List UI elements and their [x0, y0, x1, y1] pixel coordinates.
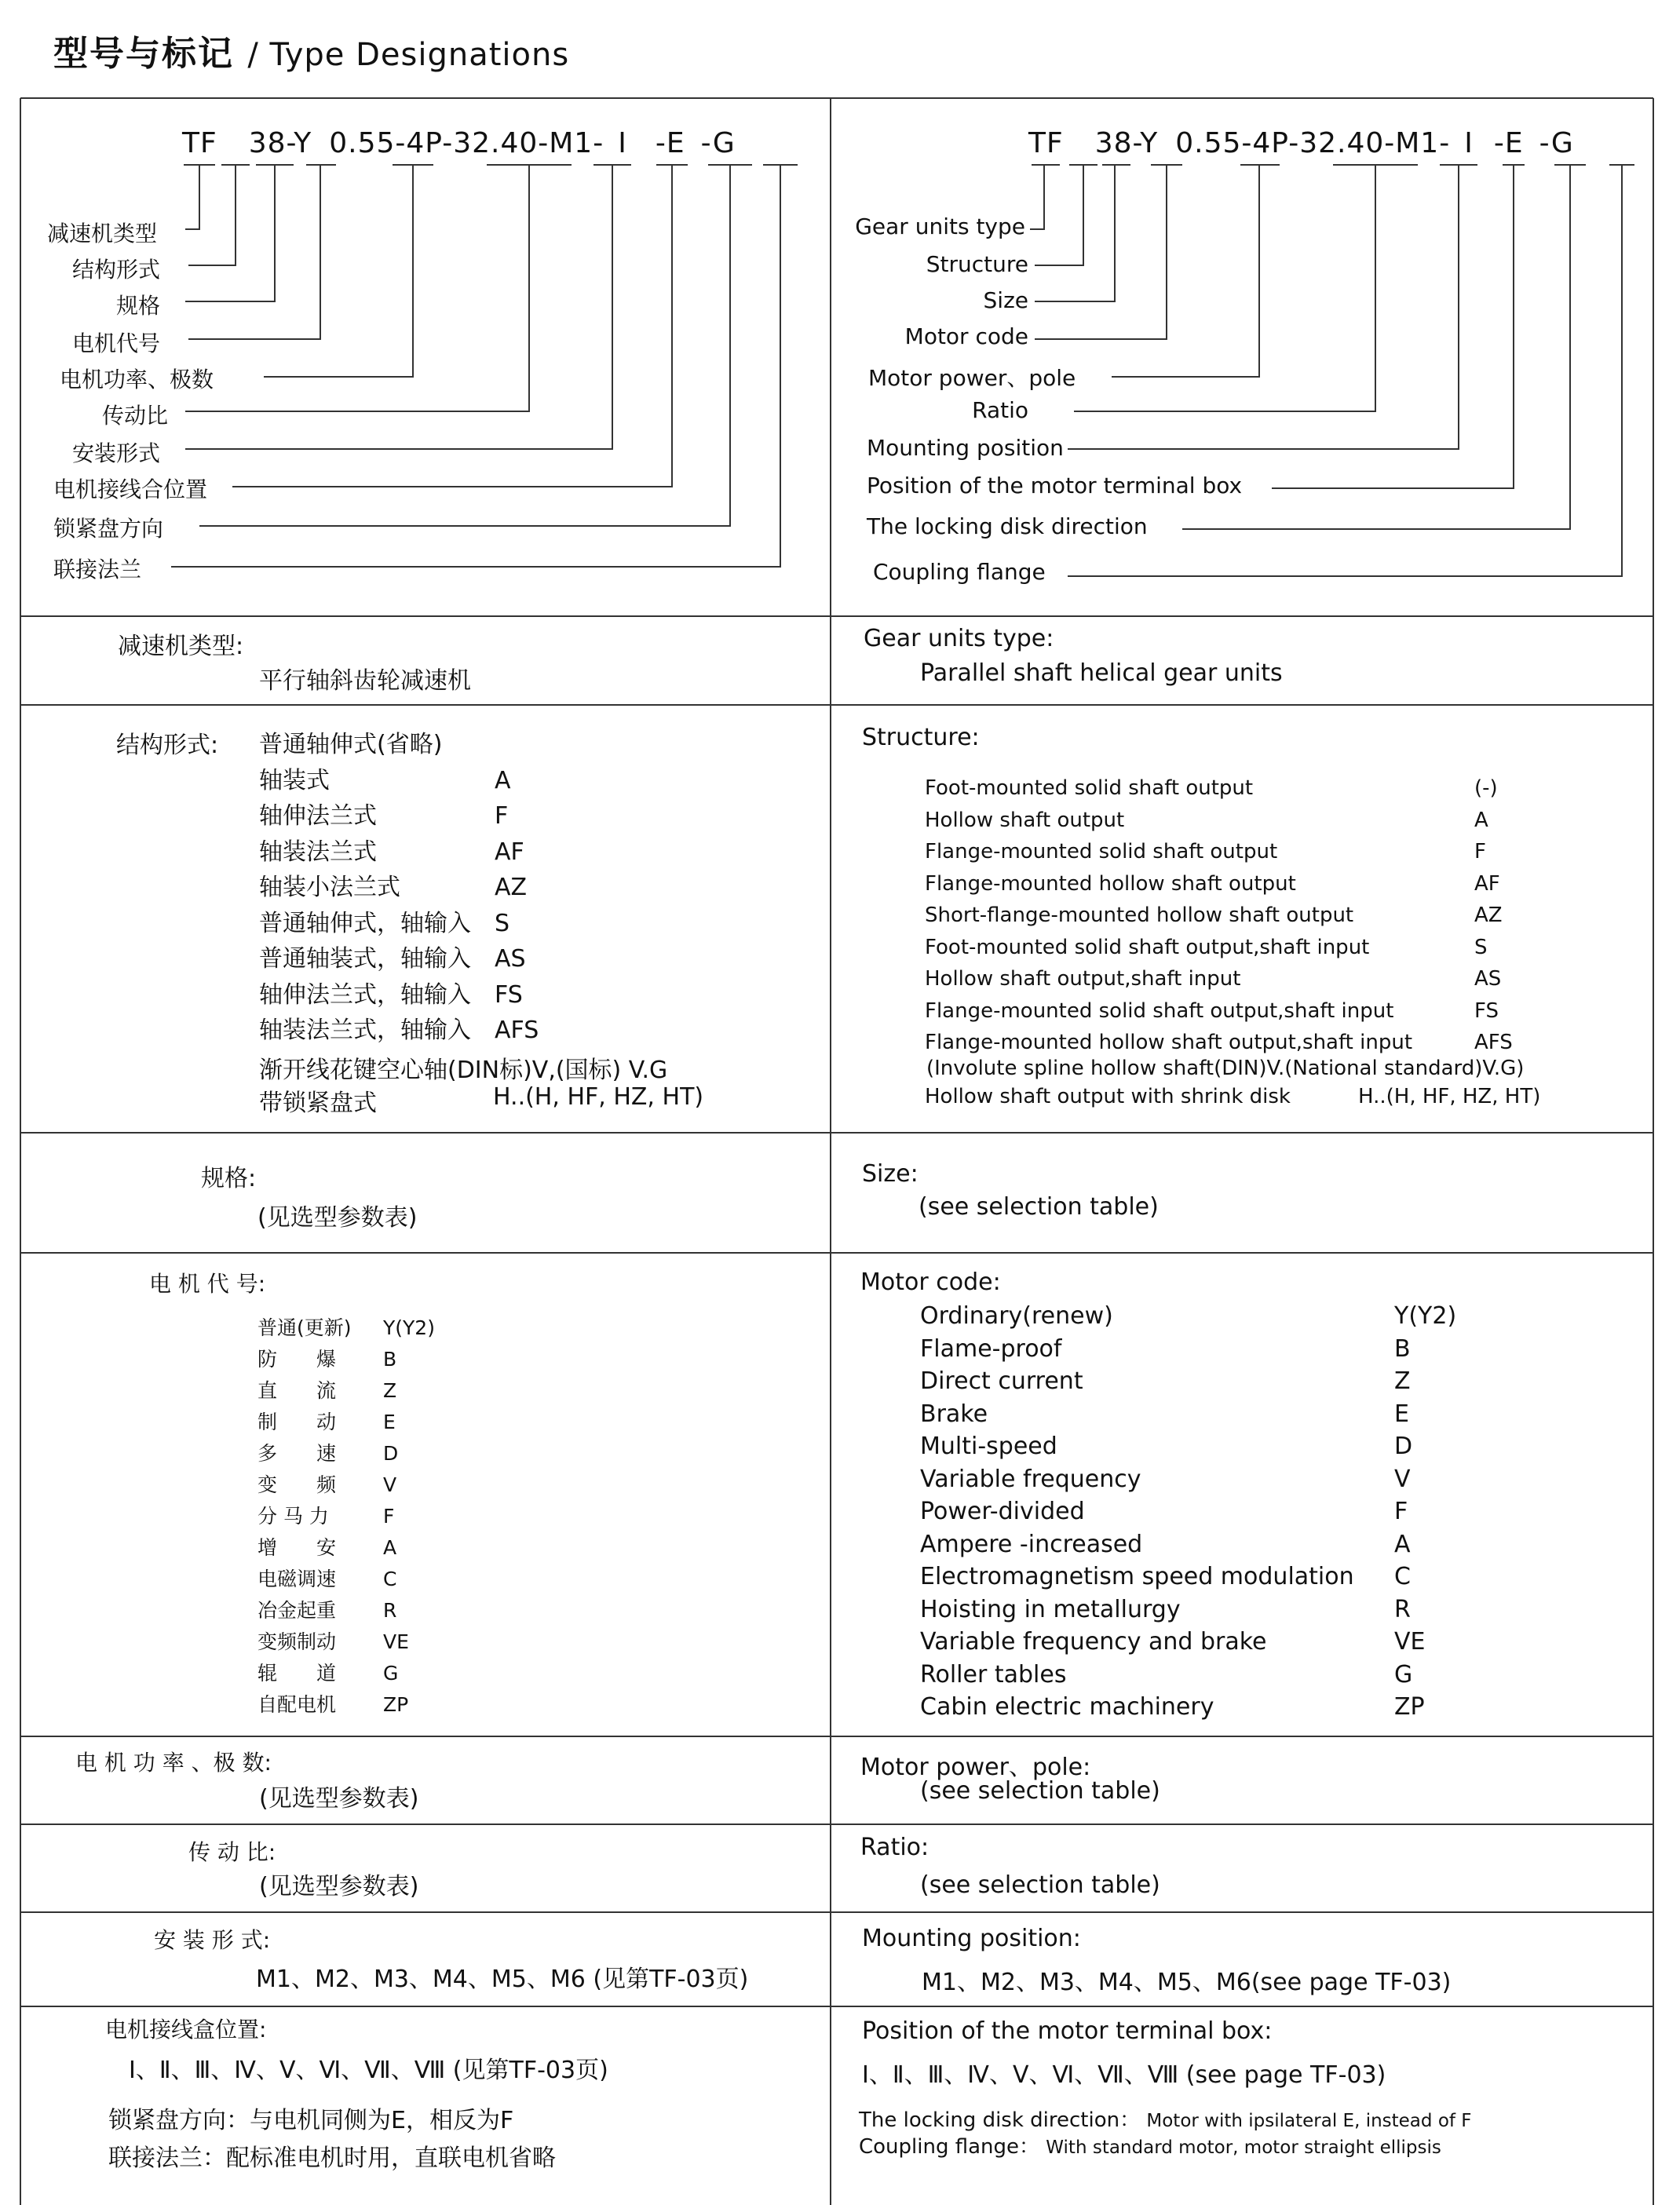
terminal-cn-value: Ⅰ、Ⅱ、Ⅲ、Ⅳ、Ⅴ、Ⅵ、Ⅶ、Ⅷ (见第TF-03页) [129, 2057, 608, 2084]
size-cn-heading: 规格: [201, 1165, 257, 1192]
structure-en-item-code: FS [1474, 998, 1499, 1023]
mounting-cn-value: M1、M2、M3、M4、M5、M6 (见第TF-03页) [256, 1966, 749, 1993]
structure-cn-heading: 结构形式: [116, 732, 219, 759]
structure-en-item [925, 932, 1513, 964]
code-part-tf: TF [1028, 127, 1064, 159]
code-part-flange: -G [700, 127, 736, 159]
gear-type-cn-heading: 减速机类型: [118, 633, 244, 660]
size-cn-value: (见选型参数表) [257, 1204, 418, 1232]
structure-cn-item [259, 870, 539, 906]
designation-code-cn [182, 127, 736, 159]
structure-en-list [925, 772, 1513, 1059]
motor-code-cn-item-code: E [383, 1411, 396, 1433]
leader-line [1112, 165, 1259, 377]
motor-code-cn-item [257, 1564, 435, 1595]
terminal-en-value: Ⅰ、Ⅱ、Ⅲ、Ⅳ、Ⅴ、Ⅵ、Ⅶ、Ⅷ (see page TF-03) [862, 2061, 1386, 2089]
structure-cn-item [259, 763, 539, 799]
structure-en-item-code: AF [1474, 871, 1500, 896]
motor-code-en-item-code: R [1394, 1595, 1411, 1623]
structure-cn-item [259, 977, 539, 1013]
motor-code-en-item [920, 1398, 1456, 1431]
motor-code-cn-item [257, 1312, 435, 1344]
size-en-heading: Size: [862, 1160, 919, 1188]
motor-code-en-item-label: Flame-proof [920, 1334, 1062, 1363]
motor-code-en-item-label: Brake [920, 1400, 988, 1428]
leader-line [171, 165, 780, 567]
motor-code-en-item [920, 1463, 1456, 1496]
structure-en-item [925, 772, 1513, 805]
structure-en-item-label: Flange-mounted solid shaft output [925, 840, 1278, 863]
leader-line [232, 165, 672, 487]
code-part-locking: -E [655, 127, 685, 159]
ratio-en-value: (see selection table) [920, 1871, 1160, 1899]
motor-code-en-item-code: C [1394, 1563, 1411, 1590]
structure-en-item [925, 836, 1513, 868]
ratio-cn-value: (见选型参数表) [259, 1873, 419, 1900]
structure-cn-item-label: 轴装小法兰式 [259, 874, 400, 901]
leader-line [188, 165, 236, 265]
motor-code-cn-item-code: D [383, 1442, 399, 1465]
label-cn-coupling: 联接法兰 [53, 557, 142, 582]
motor-code-cn-item-code: F [383, 1505, 395, 1528]
motor-code-cn-item-label: 多 速 [257, 1442, 337, 1465]
motor-code-cn-item-code: Y(Y2) [383, 1316, 435, 1339]
structure-en-item-label: Flange-mounted solid shaft output,shaft input [925, 998, 1394, 1023]
code-part-flange: -G [1539, 127, 1574, 159]
structure-cn-item-code: AF [495, 838, 524, 866]
structure-en-item-label: Foot-mounted solid shaft output [925, 776, 1254, 800]
motor-code-cn-item [257, 1407, 435, 1438]
label-cn-motor-power: 电机功率、极数 [60, 367, 214, 392]
motor-code-cn-item-label: 辊 道 [257, 1662, 337, 1685]
structure-cn-item-label: 轴伸法兰式，轴输入 [259, 980, 471, 1009]
motor-code-en-item [920, 1333, 1456, 1366]
label-cn-terminal-box: 电机接线合位置 [53, 476, 208, 502]
structure-cn-item-code: AZ [495, 874, 528, 901]
label-en-ratio: Ratio [972, 397, 1028, 423]
motor-code-en-item-code: F [1394, 1498, 1408, 1525]
motor-code-cn-item-code: A [383, 1536, 397, 1559]
code-part-tf: TF [182, 127, 217, 159]
coupling-en-label: Coupling flange： [859, 2135, 1040, 2159]
structure-en-item [925, 900, 1513, 932]
motor-code-en-item-code: ZP [1394, 1693, 1425, 1721]
gear-type-en-heading: Gear units type: [864, 625, 1054, 652]
locking-en-value: Motor with ipsilateral E, instead of F [1146, 2111, 1472, 2131]
label-en-motor-power: Motor power、pole [868, 365, 1076, 391]
structure-cn-spline: 渐开线花键空心轴(DIN标)V,(国标) V.G [259, 1057, 668, 1084]
motor-code-en-item-label: Power-divided [920, 1498, 1085, 1525]
terminal-cn-heading: 电机接线盒位置: [105, 2017, 267, 2043]
structure-en-item [925, 805, 1513, 837]
structure-cn-item-label: 普通轴伸式，轴输入 [259, 909, 471, 937]
ratio-cn-heading: 传 动 比: [188, 1839, 276, 1865]
structure-en-item [925, 868, 1513, 900]
locking-en [859, 2104, 1472, 2133]
motor-code-en-list [920, 1300, 1456, 1724]
label-cn-structure: 结构形式 [72, 257, 161, 283]
leader-line [188, 165, 320, 339]
motor-code-en-item [920, 1430, 1456, 1463]
structure-cn-item [259, 1013, 539, 1049]
ratio-en-heading: Ratio: [860, 1834, 929, 1861]
motor-code-en-item-code: Y(Y2) [1394, 1302, 1457, 1330]
motor-code-cn-item [257, 1501, 435, 1532]
structure-en-item-label: Flange-mounted hollow shaft output [925, 871, 1296, 896]
motor-power-en-value: (see selection table) [920, 1777, 1160, 1805]
structure-en-item-code: (-) [1474, 776, 1498, 800]
leader-line [264, 165, 413, 377]
motor-code-en-item-label: Electromagnetism speed modulation [920, 1563, 1354, 1590]
structure-cn-item [259, 798, 539, 834]
motor-code-en-item [920, 1691, 1456, 1724]
code-part-terminal: Ⅰ [1464, 127, 1474, 159]
motor-code-cn-item-code: B [383, 1348, 397, 1371]
motor-code-en-item-code: B [1394, 1334, 1411, 1363]
leader-line [1030, 165, 1044, 229]
motor-code-en-item-code: E [1394, 1400, 1409, 1428]
motor-code-cn-item-code: Z [383, 1379, 397, 1402]
structure-en-item [925, 995, 1513, 1028]
structure-en-item-code: AS [1474, 967, 1502, 991]
label-en-size: Size [983, 287, 1028, 313]
structure-cn-item-code: A [495, 766, 511, 794]
terminal-en-heading: Position of the motor terminal box: [862, 2017, 1273, 2045]
motor-code-cn-item-label: 冶金起重 [257, 1599, 337, 1622]
motor-code-en-item-code: D [1394, 1433, 1413, 1460]
structure-en-item-code: AFS [1474, 1031, 1513, 1054]
motor-code-en-item-code: V [1394, 1465, 1411, 1493]
motor-code-en-item-label: Ampere -increased [920, 1530, 1143, 1558]
motor-code-en-item [920, 1561, 1456, 1594]
motor-code-cn-item [257, 1658, 435, 1689]
code-part-locking: -E [1493, 127, 1524, 159]
structure-en-item-label: Hollow shaft output [925, 808, 1125, 832]
motor-code-cn-item-code: VE [383, 1630, 409, 1653]
structure-en-heading: Structure: [862, 724, 980, 751]
motor-code-cn-item [257, 1344, 435, 1375]
structure-cn-list [259, 727, 539, 1049]
structure-cn-item-code: AFS [495, 1017, 539, 1044]
structure-en-item-code: S [1474, 935, 1488, 959]
structure-cn-item-label: 轴装式 [259, 766, 330, 794]
motor-power-cn-heading: 电 机 功 率 、极 数: [75, 1750, 272, 1776]
code-part-power-ratio: 0.55-4P-32.40-M1- [1175, 127, 1451, 159]
motor-code-en-item-label: Direct current [920, 1367, 1083, 1395]
structure-cn-item-label: 轴伸法兰式 [259, 802, 377, 830]
label-cn-mounting: 安装形式 [72, 440, 161, 466]
motor-code-en-item-code: A [1394, 1530, 1411, 1558]
gear-type-en-value: Parallel shaft helical gear units [920, 659, 1283, 687]
motor-code-cn-item-label: 自配电机 [257, 1693, 337, 1716]
structure-en-spline: (Involute spline hollow shaft(DIN)V.(National standard)V.G) [926, 1057, 1525, 1080]
structure-cn-item-code: F [495, 802, 509, 830]
motor-code-cn-item-label: 分 马 力 [257, 1505, 329, 1528]
leader-line [185, 165, 529, 411]
motor-code-en-item-code: Z [1394, 1367, 1411, 1395]
motor-code-cn-item-label: 变 频 [257, 1473, 337, 1496]
leader-line [1035, 165, 1083, 265]
structure-cn-item-label: 轴装法兰式 [259, 838, 377, 866]
motor-code-cn-item-label: 直 流 [257, 1379, 337, 1402]
structure-en-item-label: Short-flange-mounted hollow shaft output [925, 904, 1354, 927]
motor-code-cn-item-code: R [383, 1599, 397, 1622]
structure-cn-item [259, 906, 539, 942]
structure-cn-item-label: 轴装法兰式，轴输入 [259, 1017, 471, 1044]
motor-code-cn-item-code: V [383, 1473, 397, 1496]
motor-code-cn-item [257, 1375, 435, 1407]
structure-cn-item-label: 普通轴装式，轴输入 [259, 945, 471, 973]
label-cn-locking-disk: 锁紧盘方向 [53, 516, 164, 542]
motor-code-en-item [920, 1528, 1456, 1561]
motor-code-cn-item [257, 1595, 435, 1626]
structure-cn-item-code: AS [495, 945, 526, 973]
leader-line [1068, 165, 1622, 576]
motor-code-en-item-label: Hoisting in metallurgy [920, 1595, 1181, 1623]
motor-code-en-item [920, 1365, 1456, 1398]
code-part-terminal: Ⅰ [618, 127, 627, 159]
label-en-coupling: Coupling flange [873, 559, 1046, 585]
label-cn-ratio: 传动比 [102, 403, 169, 429]
leader-line [1035, 165, 1167, 339]
label-en-mounting: Mounting position [867, 435, 1064, 461]
motor-code-cn-item [257, 1626, 435, 1658]
structure-en-item [925, 963, 1513, 995]
structure-en-item [925, 1027, 1513, 1059]
structure-en-item-code: AZ [1474, 904, 1503, 927]
label-en-locking-disk: The locking disk direction [867, 513, 1148, 539]
leader-line [185, 165, 199, 229]
structure-cn-shrink-label: 带锁紧盘式 [259, 1090, 377, 1117]
leader-line [1035, 165, 1115, 301]
leader-line [1068, 165, 1459, 449]
motor-code-en-item [920, 1594, 1456, 1626]
label-en-gear-type: Gear units type [855, 214, 1025, 239]
mounting-en-value: M1、M2、M3、M4、M5、M6(see page TF-03) [922, 1969, 1452, 1996]
code-part-size: 38-Y [1094, 127, 1159, 159]
label-cn-motor-code: 电机代号 [72, 330, 161, 356]
leader-line [1074, 165, 1375, 411]
label-cn-size: 规格 [116, 293, 161, 319]
structure-cn-shrink-code: H..(H, HF, HZ, HT) [493, 1083, 704, 1111]
locking-cn: 锁紧盘方向：与电机同侧为E，相反为F [108, 2107, 514, 2134]
leader-line [185, 165, 612, 449]
coupling-en [859, 2130, 1441, 2159]
motor-code-cn-item [257, 1532, 435, 1564]
label-cn-gear-type: 减速机类型 [47, 221, 158, 246]
label-en-structure: Structure [926, 251, 1028, 277]
motor-code-en-item-label: Cabin electric machinery [920, 1693, 1214, 1721]
motor-code-cn-item-label: 防 爆 [257, 1348, 337, 1371]
motor-code-cn-item [257, 1689, 435, 1721]
motor-code-en-item-label: Roller tables [920, 1660, 1067, 1688]
locking-en-label: The locking disk direction： [859, 2108, 1141, 2132]
motor-code-cn-item [257, 1438, 435, 1469]
title-en: / Type Designations [247, 37, 570, 73]
motor-code-en-item [920, 1495, 1456, 1528]
motor-code-cn-list [257, 1312, 435, 1721]
structure-cn-item [259, 941, 539, 977]
structure-cn-item-label: 普通轴伸式(省略) [259, 731, 443, 758]
motor-code-cn-item-label: 变频制动 [257, 1630, 337, 1653]
motor-code-cn-item-code: ZP [383, 1693, 409, 1716]
motor-code-en-item-label: Variable frequency [920, 1465, 1141, 1493]
motor-code-en-item-code: G [1394, 1660, 1413, 1688]
leader-line [1272, 165, 1514, 488]
motor-code-cn-item-code: G [383, 1662, 399, 1685]
structure-cn-item [259, 834, 539, 871]
structure-en-item-code: A [1474, 808, 1488, 832]
leader-line [199, 165, 730, 526]
coupling-en-value: With standard motor, motor straight ellipsis [1046, 2137, 1441, 2158]
mounting-en-heading: Mounting position: [862, 1925, 1081, 1952]
motor-code-en-item [920, 1659, 1456, 1692]
motor-code-en-item-label: Variable frequency and brake [920, 1628, 1267, 1656]
structure-en-item-code: F [1474, 840, 1486, 863]
motor-code-en-item-label: Ordinary(renew) [920, 1302, 1113, 1330]
structure-cn-item-code: FS [495, 980, 523, 1009]
motor-code-cn-item-label: 制 动 [257, 1411, 337, 1433]
structure-en-item-label: Hollow shaft output,shaft input [925, 967, 1241, 991]
size-en-value: (see selection table) [919, 1193, 1159, 1221]
motor-power-en-heading: Motor power、pole: [860, 1754, 1091, 1781]
motor-code-cn-item-label: 增 安 [257, 1536, 337, 1559]
motor-code-en-heading: Motor code: [860, 1269, 1001, 1296]
structure-cn-item-code: S [495, 909, 510, 937]
motor-code-en-item [920, 1626, 1456, 1659]
motor-code-en-item-label: Multi-speed [920, 1433, 1057, 1460]
motor-code-cn-heading: 电 机 代 号: [149, 1271, 266, 1297]
motor-code-cn-item-label: 普通(更新) [257, 1316, 352, 1339]
motor-power-cn-value: (见选型参数表) [259, 1785, 419, 1813]
label-en-motor-code: Motor code [904, 323, 1028, 349]
code-part-size: 38-Y [248, 127, 312, 159]
motor-code-cn-item-code: C [383, 1568, 397, 1590]
structure-en-shrink-label: Hollow shaft output with shrink disk [925, 1085, 1291, 1108]
structure-en-shrink-code: H..(H, HF, HZ, HT) [1358, 1085, 1541, 1108]
motor-code-en-item [920, 1300, 1456, 1333]
label-en-terminal-box: Position of the motor terminal box [867, 473, 1243, 498]
coupling-cn: 联接法兰：配标准电机时用，直联电机省略 [108, 2145, 556, 2172]
structure-cn-item [259, 727, 539, 763]
mounting-cn-heading: 安 装 形 式: [154, 1927, 271, 1953]
title-cn: 型号与标记 [53, 34, 234, 74]
motor-code-en-item-code: VE [1394, 1628, 1426, 1656]
gear-type-cn-value: 平行轴斜齿轮减速机 [259, 667, 471, 695]
motor-code-cn-item-label: 电磁调速 [257, 1568, 337, 1590]
structure-en-item-label: Foot-mounted solid shaft output,shaft input [925, 935, 1370, 959]
structure-en-item-label: Flange-mounted hollow shaft output,shaft input [925, 1031, 1413, 1054]
designation-code-en [1028, 127, 1574, 159]
code-part-power-ratio: 0.55-4P-32.40-M1- [329, 127, 604, 159]
motor-code-cn-item [257, 1469, 435, 1501]
